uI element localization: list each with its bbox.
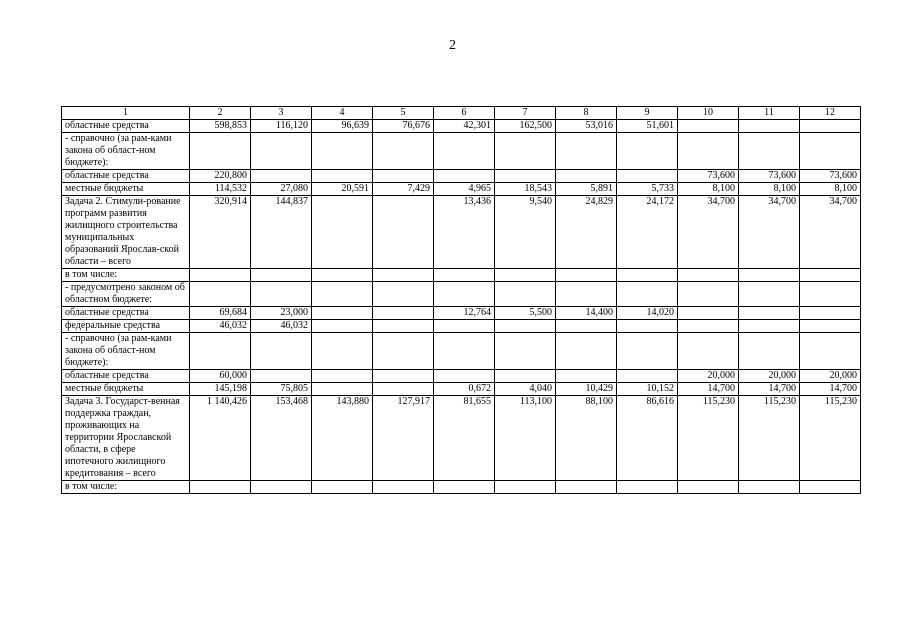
value-cell xyxy=(312,383,373,396)
value-cell xyxy=(495,170,556,183)
value-cell xyxy=(373,133,434,170)
value-cell: 115,230 xyxy=(678,396,739,481)
value-cell: 5,891 xyxy=(556,183,617,196)
page-number: 2 xyxy=(449,38,456,53)
value-cell xyxy=(251,333,312,370)
value-cell: 69,684 xyxy=(190,307,251,320)
row-label: Задача 2. Стимули-рование программ развития жилищного строительства муниципальных образований Ярослав-ской области – всего xyxy=(62,196,190,269)
value-cell: 14,400 xyxy=(556,307,617,320)
value-cell xyxy=(190,481,251,494)
value-cell xyxy=(617,370,678,383)
value-cell xyxy=(495,282,556,307)
value-cell: 86,616 xyxy=(617,396,678,481)
value-cell xyxy=(312,333,373,370)
value-cell xyxy=(678,269,739,282)
value-cell xyxy=(373,269,434,282)
value-cell xyxy=(190,333,251,370)
value-cell xyxy=(800,307,861,320)
value-cell: 144,837 xyxy=(251,196,312,269)
value-cell: 46,032 xyxy=(251,320,312,333)
table-row xyxy=(62,370,861,383)
value-cell xyxy=(434,370,495,383)
value-cell xyxy=(251,170,312,183)
value-cell xyxy=(434,481,495,494)
value-cell xyxy=(434,333,495,370)
value-cell xyxy=(739,333,800,370)
value-cell xyxy=(434,133,495,170)
value-cell: 7,429 xyxy=(373,183,434,196)
value-cell: 220,800 xyxy=(190,170,251,183)
value-cell xyxy=(373,282,434,307)
table-row xyxy=(62,170,861,183)
table-row xyxy=(62,481,861,494)
header-cell: 6 xyxy=(434,107,495,120)
value-cell: 12,764 xyxy=(434,307,495,320)
value-cell: 42,301 xyxy=(434,120,495,133)
value-cell: 9,540 xyxy=(495,196,556,269)
value-cell xyxy=(495,481,556,494)
value-cell: 96,639 xyxy=(312,120,373,133)
value-cell xyxy=(495,133,556,170)
value-cell: 116,120 xyxy=(251,120,312,133)
value-cell xyxy=(556,481,617,494)
value-cell xyxy=(800,282,861,307)
value-cell: 145,198 xyxy=(190,383,251,396)
table-row xyxy=(62,120,861,133)
header-cell: 7 xyxy=(495,107,556,120)
value-cell xyxy=(373,196,434,269)
value-cell xyxy=(556,333,617,370)
value-cell xyxy=(312,133,373,170)
value-cell xyxy=(800,481,861,494)
row-label: в том числе: xyxy=(62,481,190,494)
value-cell: 88,100 xyxy=(556,396,617,481)
value-cell xyxy=(373,320,434,333)
value-cell xyxy=(617,481,678,494)
header-cell: 4 xyxy=(312,107,373,120)
value-cell: 0,672 xyxy=(434,383,495,396)
value-cell: 23,000 xyxy=(251,307,312,320)
value-cell: 14,700 xyxy=(800,383,861,396)
value-cell xyxy=(678,481,739,494)
value-cell xyxy=(800,320,861,333)
value-cell xyxy=(251,133,312,170)
row-label: - справочно (за рам-ками закона об област-ном бюджете): xyxy=(62,133,190,170)
value-cell: 73,600 xyxy=(739,170,800,183)
header-cell: 8 xyxy=(556,107,617,120)
value-cell: 81,655 xyxy=(434,396,495,481)
value-cell: 34,700 xyxy=(678,196,739,269)
value-cell: 20,000 xyxy=(800,370,861,383)
value-cell xyxy=(312,370,373,383)
header-cell: 2 xyxy=(190,107,251,120)
table-row xyxy=(62,282,861,307)
value-cell: 8,100 xyxy=(739,183,800,196)
table-row xyxy=(62,383,861,396)
value-cell: 34,700 xyxy=(739,196,800,269)
row-label: Задача 3. Государст-венная поддержка граждан, проживающих на территории Ярославской области, в сфере ипотечного жилищного кредитования – всего xyxy=(62,396,190,481)
value-cell xyxy=(373,370,434,383)
value-cell xyxy=(434,320,495,333)
value-cell xyxy=(312,196,373,269)
value-cell: 4,965 xyxy=(434,183,495,196)
value-cell xyxy=(495,269,556,282)
row-label: областные средства xyxy=(62,120,190,133)
value-cell xyxy=(312,170,373,183)
value-cell: 24,172 xyxy=(617,196,678,269)
value-cell xyxy=(617,133,678,170)
value-cell xyxy=(556,282,617,307)
table-body xyxy=(62,107,861,494)
value-cell: 143,880 xyxy=(312,396,373,481)
value-cell: 14,020 xyxy=(617,307,678,320)
value-cell: 5,733 xyxy=(617,183,678,196)
value-cell: 115,230 xyxy=(739,396,800,481)
value-cell xyxy=(678,282,739,307)
value-cell xyxy=(800,120,861,133)
value-cell: 10,429 xyxy=(556,383,617,396)
value-cell: 14,700 xyxy=(678,383,739,396)
value-cell: 5,500 xyxy=(495,307,556,320)
value-cell xyxy=(434,282,495,307)
value-cell xyxy=(739,307,800,320)
value-cell xyxy=(190,133,251,170)
value-cell xyxy=(495,320,556,333)
value-cell xyxy=(617,320,678,333)
value-cell xyxy=(617,269,678,282)
header-cell: 3 xyxy=(251,107,312,120)
value-cell: 73,600 xyxy=(800,170,861,183)
table-row xyxy=(62,396,861,481)
value-cell xyxy=(312,481,373,494)
value-cell xyxy=(678,120,739,133)
header-cell: 9 xyxy=(617,107,678,120)
value-cell: 27,080 xyxy=(251,183,312,196)
value-cell xyxy=(800,333,861,370)
value-cell: 320,914 xyxy=(190,196,251,269)
row-label: областные средства xyxy=(62,170,190,183)
header-cell: 5 xyxy=(373,107,434,120)
value-cell xyxy=(678,320,739,333)
value-cell xyxy=(251,269,312,282)
value-cell: 13,436 xyxy=(434,196,495,269)
header-cell: 10 xyxy=(678,107,739,120)
value-cell xyxy=(739,120,800,133)
value-cell: 153,468 xyxy=(251,396,312,481)
value-cell: 34,700 xyxy=(800,196,861,269)
row-label: областные средства xyxy=(62,370,190,383)
value-cell xyxy=(739,481,800,494)
header-cell: 1 xyxy=(62,107,190,120)
row-label: областные средства xyxy=(62,307,190,320)
value-cell xyxy=(373,307,434,320)
value-cell: 598,853 xyxy=(190,120,251,133)
value-cell xyxy=(800,133,861,170)
table-row xyxy=(62,269,861,282)
value-cell xyxy=(678,307,739,320)
row-label: - предусмотрено законом об областном бюджете: xyxy=(62,282,190,307)
value-cell xyxy=(251,282,312,307)
value-cell: 14,700 xyxy=(739,383,800,396)
budget-table xyxy=(61,106,861,494)
value-cell: 60,000 xyxy=(190,370,251,383)
value-cell xyxy=(678,333,739,370)
table-row xyxy=(62,333,861,370)
value-cell xyxy=(739,282,800,307)
value-cell xyxy=(190,269,251,282)
value-cell xyxy=(556,269,617,282)
value-cell: 127,917 xyxy=(373,396,434,481)
value-cell xyxy=(800,269,861,282)
value-cell xyxy=(312,282,373,307)
row-label: - справочно (за рам-ками закона об област-ном бюджете): xyxy=(62,333,190,370)
value-cell xyxy=(373,333,434,370)
value-cell xyxy=(312,307,373,320)
value-cell xyxy=(434,269,495,282)
value-cell: 18,543 xyxy=(495,183,556,196)
value-cell xyxy=(251,481,312,494)
value-cell: 24,829 xyxy=(556,196,617,269)
value-cell xyxy=(373,170,434,183)
row-label: местные бюджеты xyxy=(62,183,190,196)
table-row xyxy=(62,196,861,269)
value-cell: 73,600 xyxy=(678,170,739,183)
value-cell: 113,100 xyxy=(495,396,556,481)
value-cell xyxy=(312,269,373,282)
value-cell xyxy=(556,133,617,170)
value-cell: 4,040 xyxy=(495,383,556,396)
header-cell: 11 xyxy=(739,107,800,120)
value-cell xyxy=(617,333,678,370)
value-cell xyxy=(190,282,251,307)
value-cell xyxy=(312,320,373,333)
value-cell: 20,000 xyxy=(739,370,800,383)
value-cell: 20,000 xyxy=(678,370,739,383)
value-cell: 75,805 xyxy=(251,383,312,396)
value-cell xyxy=(678,133,739,170)
row-label: федеральные средства xyxy=(62,320,190,333)
value-cell: 53,016 xyxy=(556,120,617,133)
value-cell xyxy=(556,370,617,383)
row-label: местные бюджеты xyxy=(62,383,190,396)
value-cell: 8,100 xyxy=(800,183,861,196)
value-cell xyxy=(617,170,678,183)
value-cell xyxy=(373,481,434,494)
row-label: в том числе: xyxy=(62,269,190,282)
value-cell xyxy=(556,170,617,183)
value-cell xyxy=(495,333,556,370)
value-cell: 8,100 xyxy=(678,183,739,196)
value-cell xyxy=(434,170,495,183)
table-row xyxy=(62,320,861,333)
header-cell: 12 xyxy=(800,107,861,120)
value-cell: 46,032 xyxy=(190,320,251,333)
value-cell: 51,601 xyxy=(617,120,678,133)
header-row xyxy=(62,107,861,120)
value-cell xyxy=(739,320,800,333)
value-cell: 20,591 xyxy=(312,183,373,196)
value-cell: 162,500 xyxy=(495,120,556,133)
value-cell xyxy=(617,282,678,307)
value-cell: 76,676 xyxy=(373,120,434,133)
value-cell: 115,230 xyxy=(800,396,861,481)
value-cell xyxy=(373,383,434,396)
value-cell xyxy=(495,370,556,383)
value-cell: 1 140,426 xyxy=(190,396,251,481)
value-cell xyxy=(739,133,800,170)
table-row xyxy=(62,183,861,196)
value-cell: 114,532 xyxy=(190,183,251,196)
table-row xyxy=(62,133,861,170)
table-row xyxy=(62,307,861,320)
value-cell xyxy=(739,269,800,282)
value-cell: 10,152 xyxy=(617,383,678,396)
value-cell xyxy=(556,320,617,333)
value-cell xyxy=(251,370,312,383)
